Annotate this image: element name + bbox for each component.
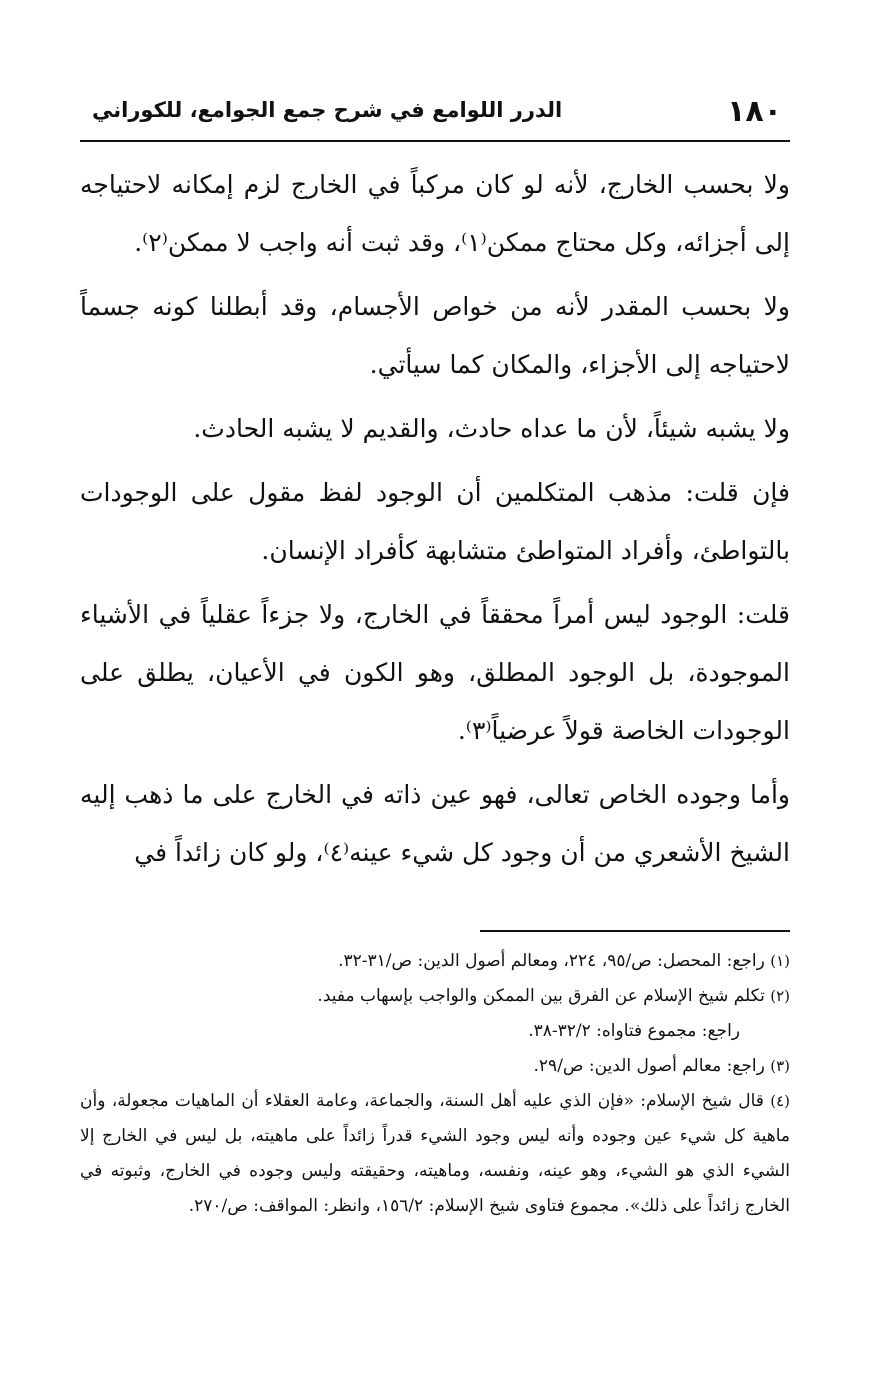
footnote-text: تكلم شيخ الإسلام عن الفرق بين الممكن والواجب بإسهاب مفيد. [317, 986, 765, 1006]
paragraph: وأما وجوده الخاص تعالى، فهو عين ذاته في الخارج على ما ذهب إليه الشيخ الأشعري من أن وجود كل شيء عينه⁽٤⁾، ولو كان زائداً في [80, 780, 790, 867]
main-text [80, 156, 790, 882]
footnote-number: (٤) [770, 1092, 790, 1110]
footnote-number: (٢) [770, 987, 790, 1005]
footnote-number: (٣) [770, 1057, 790, 1075]
footnote [80, 1049, 790, 1084]
footnotes [80, 944, 790, 1224]
footnote [80, 1084, 790, 1224]
book-page [80, 90, 790, 1224]
footnote-text: راجع: مجموع فتاواه: ٣٢/٢-٣٨. [528, 1021, 740, 1041]
paragraph: ولا يشبه شيئاً، لأن ما عداه حادث، والقديم لا يشبه الحادث. [193, 414, 790, 443]
footnote-number: (١) [770, 952, 790, 970]
footnote-text: قال شيخ الإسلام: «فإن الذي عليه أهل السنة، والجماعة، وعامة العقلاء أن الماهيات مجعولة، وأن ماهية كل شيء عين وجوده وأنه ليس وجود الشيء قدراً زائداً على ماهيته، بل ليس في الخارج إلا الشيء الذي هو الشيء، وهو عينه، ونفسه، وماهيته، وحقيقته وليس وجوده في الخارج، وثبوته في الخارج زائداً على ذلك». مجموع فتاوى شيخ الإسلام: ١٥٦/٢، وانظر: المواقف: ص/٢٧٠. [80, 1091, 790, 1216]
footnote [80, 944, 790, 979]
paragraph: قلت: الوجود ليس أمراً محققاً في الخارج، ولا جزءاً عقلياً في الأشياء الموجودة، بل الوجود المطلق، وهو الكون في الأعيان، يطلق على الوجودات الخاصة قولاً عرضياً⁽٣⁾. [80, 600, 790, 745]
footnote-separator [480, 930, 790, 932]
paragraph: ولا بحسب المقدر لأنه من خواص الأجسام، وقد أبطلنا كونه جسماً لاحتياجه إلى الأجزاء، والمكان كما سيأتي. [80, 292, 790, 379]
running-title: الدرر اللوامع في شرح جمع الجوامع، للكوراني [92, 98, 563, 122]
footnote-text: راجع: المحصل: ص/٩٥، ٢٢٤، ومعالم أصول الدين: ص/٣١-٣٢. [338, 951, 765, 971]
paragraph: فإن قلت: مذهب المتكلمين أن الوجود لفظ مقول على الوجودات بالتواطئ، وأفراد المتواطئ متشابهة كأفراد الإنسان. [80, 478, 790, 565]
footnote [80, 1014, 790, 1049]
page-header [80, 90, 790, 142]
page-number: ١٨٠ [727, 94, 782, 129]
footnote [80, 979, 790, 1014]
paragraph: ولا بحسب الخارج، لأنه لو كان مركباً في الخارج لزم إمكانه لاحتياجه إلى أجزائه، وكل محتاج ممكن⁽١⁾، وقد ثبت أنه واجب لا ممكن⁽٢⁾. [80, 170, 790, 257]
footnote-text: راجع: معالم أصول الدين: ص/٢٩. [533, 1056, 765, 1076]
